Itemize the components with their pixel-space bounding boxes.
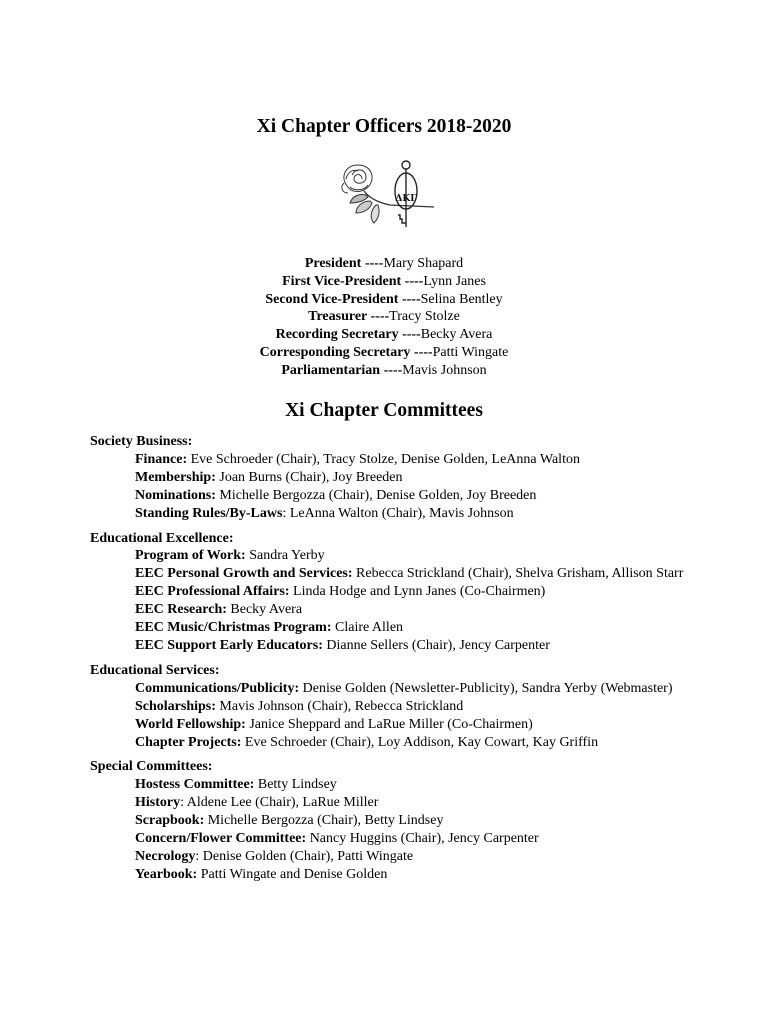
committee-label: Hostess Committee:	[135, 777, 255, 793]
committee-label: Membership:	[135, 469, 216, 485]
officers-list	[0, 255, 768, 380]
committee-item	[135, 680, 690, 698]
officer-name: Mavis Johnson	[402, 362, 487, 378]
committee-members: Eve Schroeder (Chair), Loy Addison, Kay Cowart, Kay Griffin	[241, 734, 599, 750]
committee-item	[135, 866, 690, 884]
committee-label: World Fellowship:	[135, 716, 246, 732]
committee-item	[135, 505, 690, 523]
officer-role: First Vice-President ----	[282, 273, 424, 289]
committee-label: EEC Support Early Educators:	[135, 637, 323, 653]
officer-row	[0, 291, 768, 309]
section-heading: Educational Excellence:	[90, 530, 234, 546]
committee-label: Communications/Publicity:	[135, 680, 300, 696]
committee-members: Patti Wingate and Denise Golden	[197, 866, 388, 882]
committee-members: : LeAnna Walton (Chair), Mavis Johnson	[282, 505, 514, 521]
committee-item	[135, 812, 690, 830]
committees-title: Xi Chapter Committees	[285, 400, 483, 421]
officer-role: Treasurer ----	[308, 309, 390, 325]
committee-item	[135, 776, 690, 794]
committee-members: Rebecca Strickland (Chair), Shelva Grisham, Allison Starr	[352, 566, 684, 582]
section-heading: Society Business:	[90, 434, 193, 449]
committee-item	[135, 565, 690, 583]
committee-members: Michelle Bergozza (Chair), Betty Lindsey	[204, 813, 444, 829]
section-heading: Special Committees:	[90, 759, 213, 775]
committee-item	[135, 698, 690, 716]
committee-members: Betty Lindsey	[254, 777, 337, 793]
committee-label: Standing Rules/By-Laws	[135, 505, 283, 521]
committee-item	[135, 487, 690, 505]
officers-title: Xi Chapter Officers 2018-2020	[256, 116, 512, 137]
committee-item	[135, 848, 690, 866]
committee-members: Joan Burns (Chair), Joy Breeden	[215, 469, 403, 485]
committee-members: Michelle Bergozza (Chair), Denise Golden, Joy Breeden	[215, 487, 537, 503]
committee-members: Denise Golden (Newsletter-Publicity), Sandra Yerby (Webmaster)	[299, 680, 673, 696]
rose-and-key-icon	[330, 157, 438, 237]
committee-members: Sandra Yerby	[245, 548, 325, 564]
committee-members: Janice Sheppard and LaRue Miller (Co-Chairmen)	[245, 716, 533, 732]
committee-item	[135, 716, 690, 734]
section-society-business	[90, 433, 690, 523]
committee-label: EEC Professional Affairs:	[135, 584, 290, 600]
officer-name: Lynn Janes	[423, 273, 486, 289]
committee-item	[135, 583, 690, 601]
committee-item	[135, 637, 690, 655]
officer-row	[0, 344, 768, 362]
officer-role: President ----	[304, 256, 384, 271]
committee-label: Yearbook:	[135, 866, 198, 882]
officer-role: Parliamentarian ----	[281, 362, 403, 378]
committee-label: History	[135, 795, 181, 811]
officer-role: Corresponding Secretary ----	[259, 344, 433, 360]
committee-members: Becky Avera	[226, 602, 303, 618]
committee-members: Mavis Johnson (Chair), Rebecca Strickland	[215, 698, 464, 714]
officer-name: Mary Shapard	[383, 256, 464, 271]
officer-row	[0, 362, 768, 380]
committee-members: Claire Allen	[331, 620, 404, 636]
committee-label: Finance:	[135, 451, 188, 467]
committees-list	[90, 433, 690, 891]
officer-name: Patti Wingate	[432, 344, 509, 360]
officer-role: Recording Secretary ----	[275, 327, 421, 343]
committee-members: : Aldene Lee (Chair), LaRue Miller	[180, 795, 379, 811]
committee-members: Linda Hodge and Lynn Janes (Co-Chairmen)	[289, 584, 546, 600]
section-special-committees	[90, 758, 690, 883]
section-heading: Educational Services:	[90, 662, 220, 678]
committee-label: EEC Music/Christmas Program:	[135, 620, 332, 636]
officer-row	[0, 255, 768, 273]
committee-item	[135, 469, 690, 487]
committee-members: Dianne Sellers (Chair), Jency Carpenter	[322, 637, 550, 653]
committee-label: Chapter Projects:	[135, 734, 242, 750]
committee-label: Program of Work:	[135, 548, 246, 564]
committee-label: Scholarships:	[135, 698, 216, 714]
committee-label: EEC Personal Growth and Services:	[135, 566, 353, 582]
committee-label: Scrapbook:	[135, 813, 205, 829]
emblem-lettering: ΔΚΓ	[395, 194, 417, 204]
officer-name: Becky Avera	[420, 327, 493, 343]
officer-name: Selina Bentley	[420, 291, 503, 307]
committee-item	[135, 619, 690, 637]
committee-members: Nancy Huggins (Chair), Jency Carpenter	[306, 831, 539, 847]
section-educational-services	[90, 662, 690, 752]
committee-members: : Denise Golden (Chair), Patti Wingate	[195, 848, 414, 864]
committee-item	[135, 547, 690, 565]
committee-label: EEC Research:	[135, 602, 227, 618]
committee-item	[135, 601, 690, 619]
committee-item	[135, 830, 690, 848]
officer-row	[0, 326, 768, 344]
committee-item	[135, 794, 690, 812]
committee-label: Concern/Flower Committee:	[135, 831, 307, 847]
officer-role: Second Vice-President ----	[265, 291, 421, 307]
committee-item	[135, 451, 690, 469]
committee-label: Necrology	[135, 848, 196, 864]
committee-members: Eve Schroeder (Chair), Tracy Stolze, Denise Golden, LeAnna Walton	[187, 451, 580, 467]
officer-row	[0, 273, 768, 291]
section-educational-excellence	[90, 530, 690, 655]
officer-name: Tracy Stolze	[389, 309, 460, 325]
committee-label: Nominations:	[135, 487, 216, 503]
officer-row	[0, 308, 768, 326]
committee-item	[135, 734, 690, 752]
